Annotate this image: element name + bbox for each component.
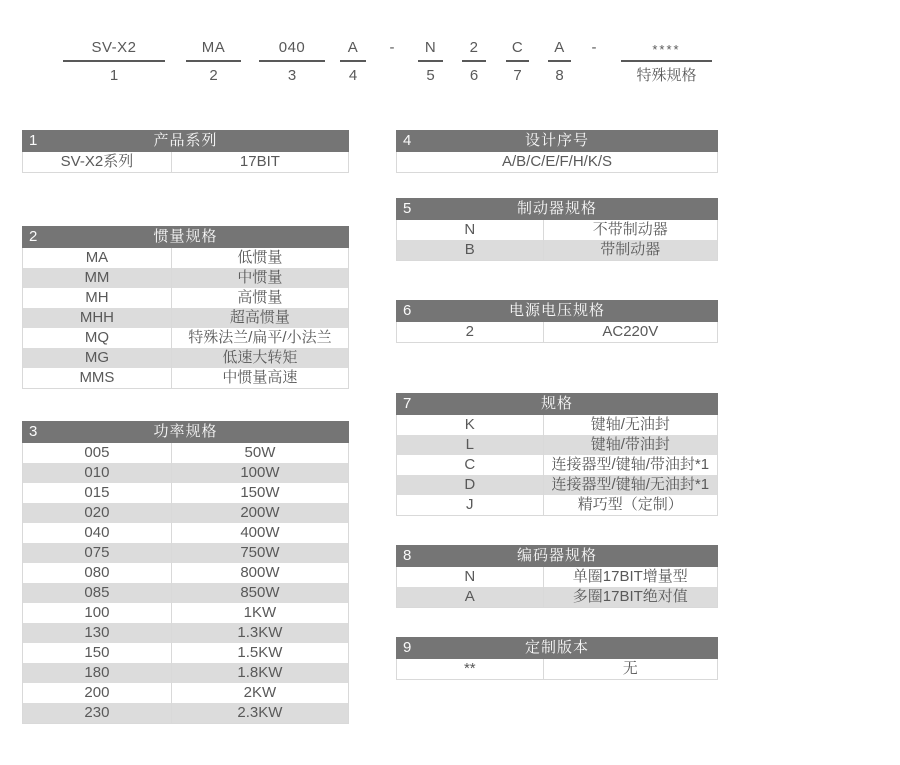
- segment-label: 1: [109, 67, 119, 84]
- table-row: [397, 152, 717, 172]
- table-row: [23, 503, 348, 523]
- desc-cell: 100W: [240, 464, 280, 481]
- model-code-segment-3: [259, 36, 325, 85]
- code-cell: 010: [23, 463, 172, 483]
- table-header: [22, 421, 349, 443]
- table-title: 惯量规格: [153, 228, 218, 245]
- model-code: [0, 36, 900, 98]
- table-header: [396, 130, 718, 152]
- segment-code: A: [347, 39, 359, 56]
- segment-underline: [621, 60, 712, 62]
- model-code-segment-5: [418, 36, 443, 85]
- desc-cell: 1.3KW: [237, 624, 283, 641]
- code-cell: MH: [23, 288, 172, 308]
- desc-cell: 1.8KW: [237, 664, 283, 681]
- desc-cell: 2KW: [243, 684, 277, 701]
- table-row: [397, 587, 717, 607]
- code-cell: SV-X2系列: [23, 152, 172, 172]
- code-cell: 005: [23, 443, 172, 463]
- table-row: [23, 328, 348, 348]
- table-row: [23, 348, 348, 368]
- table-title: 编码器规格: [516, 547, 597, 564]
- table-number: 3: [29, 423, 38, 440]
- segment-label: 3: [287, 67, 297, 84]
- model-code-segment-4: [340, 36, 366, 85]
- table-row: [23, 443, 348, 463]
- code-cell: MQ: [23, 328, 172, 348]
- table-title: 规格: [540, 395, 573, 412]
- code-cell: D: [397, 475, 544, 495]
- desc-cell: 低惯量: [237, 249, 283, 266]
- code-cell: 075: [23, 543, 172, 563]
- desc-cell: 无: [622, 660, 638, 677]
- table-row: [23, 308, 348, 328]
- segment-underline: [340, 60, 366, 62]
- table-header: [22, 226, 349, 248]
- desc-cell: 低速大转矩: [222, 349, 298, 366]
- desc-cell: 高惯量: [237, 289, 283, 306]
- table-body: [22, 248, 349, 389]
- table-row: [397, 659, 717, 679]
- desc-cell: AC220V: [602, 323, 659, 340]
- segment-label: 特殊规格: [636, 67, 697, 84]
- table-row: [23, 683, 348, 703]
- segment-code: 2: [469, 39, 479, 56]
- segment-code: 040: [278, 39, 306, 56]
- table-title: 电源电压规格: [508, 302, 605, 319]
- code-cell: J: [397, 495, 544, 515]
- segment-underline: [63, 60, 165, 62]
- desc-cell: 不带制动器: [592, 221, 668, 238]
- spec-table-power: [22, 421, 349, 724]
- table-header: [22, 130, 349, 152]
- segment-code: C: [511, 39, 524, 56]
- code-cell: 100: [23, 603, 172, 623]
- table-row: [23, 663, 348, 683]
- segment-label: 4: [348, 67, 358, 84]
- table-row: [397, 415, 717, 435]
- table-title: 定制版本: [524, 639, 589, 656]
- spec-table-encoder: [396, 545, 718, 608]
- desc-cell: 50W: [244, 444, 276, 461]
- table-row: [23, 288, 348, 308]
- model-code-segment-8: [548, 36, 571, 85]
- code-cell: 015: [23, 483, 172, 503]
- code-cell: 130: [23, 623, 172, 643]
- table-row: [397, 495, 717, 515]
- desc-cell: 多圈17BIT绝对值: [572, 588, 688, 605]
- table-row: [397, 435, 717, 455]
- code-cell: 2: [397, 322, 544, 342]
- code-cell: 085: [23, 583, 172, 603]
- code-cell: C: [397, 455, 544, 475]
- table-row: [23, 368, 348, 388]
- table-row: [23, 583, 348, 603]
- desc-cell: 超高惯量: [229, 309, 290, 326]
- table-number: 1: [29, 132, 38, 149]
- table-body: [396, 152, 718, 173]
- table-number: 4: [403, 132, 412, 149]
- code-cell: N: [397, 567, 544, 587]
- spec-table-brake: [396, 198, 718, 261]
- desc-cell: 1.5KW: [237, 644, 283, 661]
- table-body: [396, 415, 718, 516]
- table-title: 功率规格: [153, 423, 218, 440]
- segment-underline: [506, 60, 529, 62]
- model-code-segment-special: [621, 36, 712, 85]
- desc-cell: 17BIT: [239, 153, 280, 170]
- table-title: 制动器规格: [516, 200, 597, 217]
- table-body: [22, 443, 349, 724]
- code-cell: 040: [23, 523, 172, 543]
- desc-cell: 连接器型/键轴/带油封*1: [551, 456, 710, 473]
- segment-label: 7: [513, 67, 522, 84]
- segment-code: N: [424, 39, 437, 56]
- desc-cell: 800W: [240, 564, 280, 581]
- spec-table-inertia: [22, 226, 349, 389]
- table-row: [23, 463, 348, 483]
- table-body: [396, 220, 718, 261]
- table-row: [23, 523, 348, 543]
- dash-separator: -: [591, 39, 597, 56]
- segment-label: 2: [209, 67, 218, 84]
- code-cell: MA: [23, 248, 172, 268]
- table-title: 产品系列: [153, 132, 218, 149]
- code-cell: 020: [23, 503, 172, 523]
- table-number: 8: [403, 547, 412, 564]
- model-code-segment-6: [462, 36, 486, 85]
- code-cell: N: [397, 220, 544, 240]
- table-header: [396, 545, 718, 567]
- table-number: 6: [403, 302, 412, 319]
- table-body: [396, 322, 718, 343]
- desc-cell: 中惯量: [237, 269, 283, 286]
- code-cell: MMS: [23, 368, 172, 388]
- table-row: [23, 623, 348, 643]
- table-header: [396, 393, 718, 415]
- table-number: 2: [29, 228, 38, 245]
- code-cell: L: [397, 435, 544, 455]
- segment-label: 6: [469, 67, 479, 84]
- desc-cell: 带制动器: [600, 241, 661, 258]
- table-row: [397, 220, 717, 240]
- table-row: [23, 543, 348, 563]
- table-row: [397, 240, 717, 260]
- desc-cell: 连接器型/键轴/无油封*1: [551, 476, 710, 493]
- segment-underline: [462, 60, 486, 62]
- desc-cell: 850W: [240, 584, 280, 601]
- code-cell: B: [397, 240, 544, 260]
- table-row: [23, 703, 348, 723]
- desc-cell: 中惯量高速: [222, 369, 298, 386]
- segment-label: 8: [555, 67, 564, 84]
- table-row: [23, 483, 348, 503]
- model-code-segment-2: [186, 36, 241, 85]
- table-number: 7: [403, 395, 412, 412]
- desc-cell: 精巧型（定制）: [577, 496, 683, 513]
- code-cell: MM: [23, 268, 172, 288]
- desc-cell: 400W: [240, 524, 280, 541]
- table-row: [397, 475, 717, 495]
- desc-cell: 750W: [240, 544, 280, 561]
- spec-table-voltage: [396, 300, 718, 343]
- table-title: 设计序号: [524, 132, 589, 149]
- code-cell: **: [397, 659, 544, 679]
- code-cell: 230: [23, 703, 172, 723]
- desc-cell: 单圈17BIT增量型: [572, 568, 688, 585]
- table-row: [23, 248, 348, 268]
- segment-code: SV-X2: [91, 39, 137, 56]
- segment-underline: [418, 60, 443, 62]
- table-header: [396, 198, 718, 220]
- table-row: [397, 322, 717, 342]
- table-row: [23, 643, 348, 663]
- segment-underline: [186, 60, 241, 62]
- table-body: [396, 659, 718, 680]
- table-row: [23, 563, 348, 583]
- table-body: [22, 152, 349, 173]
- desc-cell: 键轴/带油封: [590, 436, 670, 453]
- desc-cell: 键轴/无油封: [590, 416, 670, 433]
- code-cell: 150: [23, 643, 172, 663]
- table-row: [23, 603, 348, 623]
- segment-code: A: [554, 39, 565, 56]
- desc-cell: 2.3KW: [237, 704, 283, 721]
- code-cell: A: [397, 587, 544, 607]
- model-code-segment-7: [506, 36, 529, 85]
- table-row: [397, 567, 717, 587]
- code-cell: 180: [23, 663, 172, 683]
- table-number: 9: [403, 639, 412, 656]
- code-cell: MG: [23, 348, 172, 368]
- spec-table-custom-version: [396, 637, 718, 680]
- code-cell: 200: [23, 683, 172, 703]
- table-header: [396, 300, 718, 322]
- segment-label: 5: [426, 67, 435, 84]
- table-row: [397, 455, 717, 475]
- merged-cell: A/B/C/E/F/H/K/S: [501, 153, 613, 170]
- table-body: [396, 567, 718, 608]
- segment-code: MA: [201, 39, 226, 56]
- spec-table-design-number: [396, 130, 718, 173]
- dash-separator: -: [389, 39, 395, 56]
- desc-cell: 200W: [240, 504, 280, 521]
- segment-underline: [259, 60, 325, 62]
- spec-table-shaft-spec: [396, 393, 718, 516]
- table-number: 5: [403, 200, 412, 217]
- desc-cell: 特殊法兰/扁平/小法兰: [188, 329, 332, 346]
- code-cell: 080: [23, 563, 172, 583]
- table-header: [396, 637, 718, 659]
- desc-cell: 150W: [240, 484, 280, 501]
- table-row: [23, 152, 348, 172]
- code-cell: K: [397, 415, 544, 435]
- desc-cell: 1KW: [243, 604, 277, 621]
- code-cell: MHH: [23, 308, 172, 328]
- segment-code: ****: [652, 42, 681, 57]
- segment-underline: [548, 60, 571, 62]
- spec-table-product-series: [22, 130, 349, 173]
- table-row: [23, 268, 348, 288]
- model-code-segment-1: [63, 36, 165, 85]
